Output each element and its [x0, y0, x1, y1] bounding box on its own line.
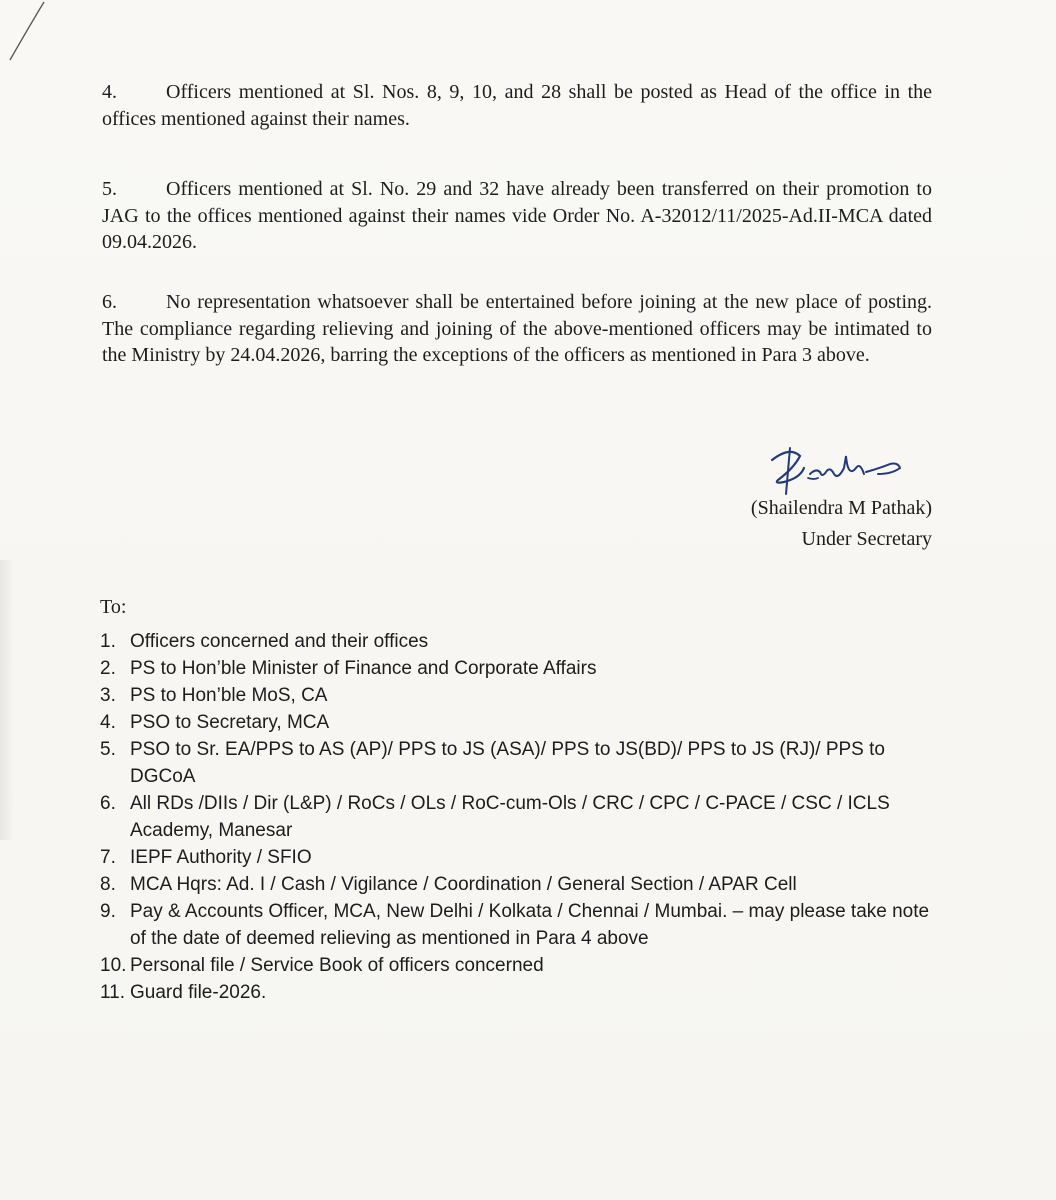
list-item-text: Pay & Accounts Officer, MCA, New Delhi / Kolkata / Chennai / Mumbai. – may please take note of the date of deemed relieving as mentioned in Para 4 above	[130, 901, 930, 949]
list-item	[100, 709, 936, 736]
paragraph-5	[102, 176, 932, 256]
list-item	[100, 979, 936, 1006]
list-item-text: PS to Hon’ble Minister of Finance and Corporate Affairs	[130, 658, 597, 679]
list-item	[100, 655, 936, 682]
paragraph-number: 4.	[102, 81, 117, 103]
list-item	[100, 898, 936, 952]
distribution-label: To:	[100, 596, 127, 618]
paragraph-number: 5.	[102, 178, 117, 200]
scan-shadow	[0, 560, 14, 840]
list-item-text: PSO to Sr. EA/PPS to AS (AP)/ PPS to JS (ASA)/ PPS to JS(BD)/ PPS to JS (RJ)/ PPS to DGCoA	[130, 739, 885, 787]
list-item-number: 3.	[100, 685, 116, 706]
list-item-text: Personal file / Service Book of officers concerned	[130, 955, 544, 976]
list-item-number: 7.	[100, 847, 116, 868]
list-item-text: PS to Hon’ble MoS, CA	[130, 685, 328, 706]
list-item-number: 11.	[100, 982, 126, 1003]
paragraph-number: 6.	[102, 291, 117, 313]
corner-pen-mark	[0, 0, 60, 70]
list-item	[100, 952, 936, 979]
list-item-text: IEPF Authority / SFIO	[130, 847, 312, 868]
paragraph-text: Officers mentioned at Sl. No. 29 and 32 have already been transferred on their promotion to JAG to the offices mentioned against their names vide Order No. A-32012/11/2025-Ad.II-MCA dated 09.04.2026.	[102, 178, 932, 253]
list-item-text: All RDs /DIIs / Dir (L&P) / RoCs / OLs / RoC-cum-Ols / CRC / CPC / C-PACE / CSC / ICLS Academy, Manesar	[130, 793, 890, 841]
signatory-designation: Under Secretary	[801, 528, 932, 550]
list-item-number: 4.	[100, 712, 116, 733]
paragraph-4	[102, 79, 932, 132]
paragraph-text: Officers mentioned at Sl. Nos. 8, 9, 10, and 28 shall be posted as Head of the office in the offices mentioned against their names.	[102, 81, 932, 130]
distribution-list	[100, 628, 936, 1006]
list-item-number: 8.	[100, 874, 116, 895]
list-item-number: 1.	[100, 631, 116, 652]
list-item-number: 9.	[100, 901, 116, 922]
list-item	[100, 844, 936, 871]
list-item-number: 10.	[100, 955, 127, 976]
list-item-number: 6.	[100, 793, 116, 814]
list-item	[100, 736, 936, 790]
list-item-text: Guard file-2026.	[130, 982, 267, 1003]
list-item	[100, 682, 936, 709]
list-item-text: PSO to Secretary, MCA	[130, 712, 330, 733]
list-item	[100, 628, 936, 655]
list-item	[100, 790, 936, 844]
paragraph-6	[102, 289, 932, 369]
list-item-number: 2.	[100, 658, 116, 679]
list-item-text: Officers concerned and their offices	[130, 631, 429, 652]
list-item	[100, 871, 936, 898]
list-item-number: 5.	[100, 739, 116, 760]
paragraph-text: No representation whatsoever shall be entertained before joining at the new place of posting. The compliance regarding relieving and joining of the above-mentioned officers may be intimated to the Ministry by 24.04.2026, barring the exceptions of the officers as mentioned in Para 3 above.	[102, 291, 932, 366]
signatory-name: (Shailendra M Pathak)	[750, 497, 932, 519]
list-item-text: MCA Hqrs: Ad. I / Cash / Vigilance / Coordination / General Section / APAR Cell	[130, 874, 797, 895]
